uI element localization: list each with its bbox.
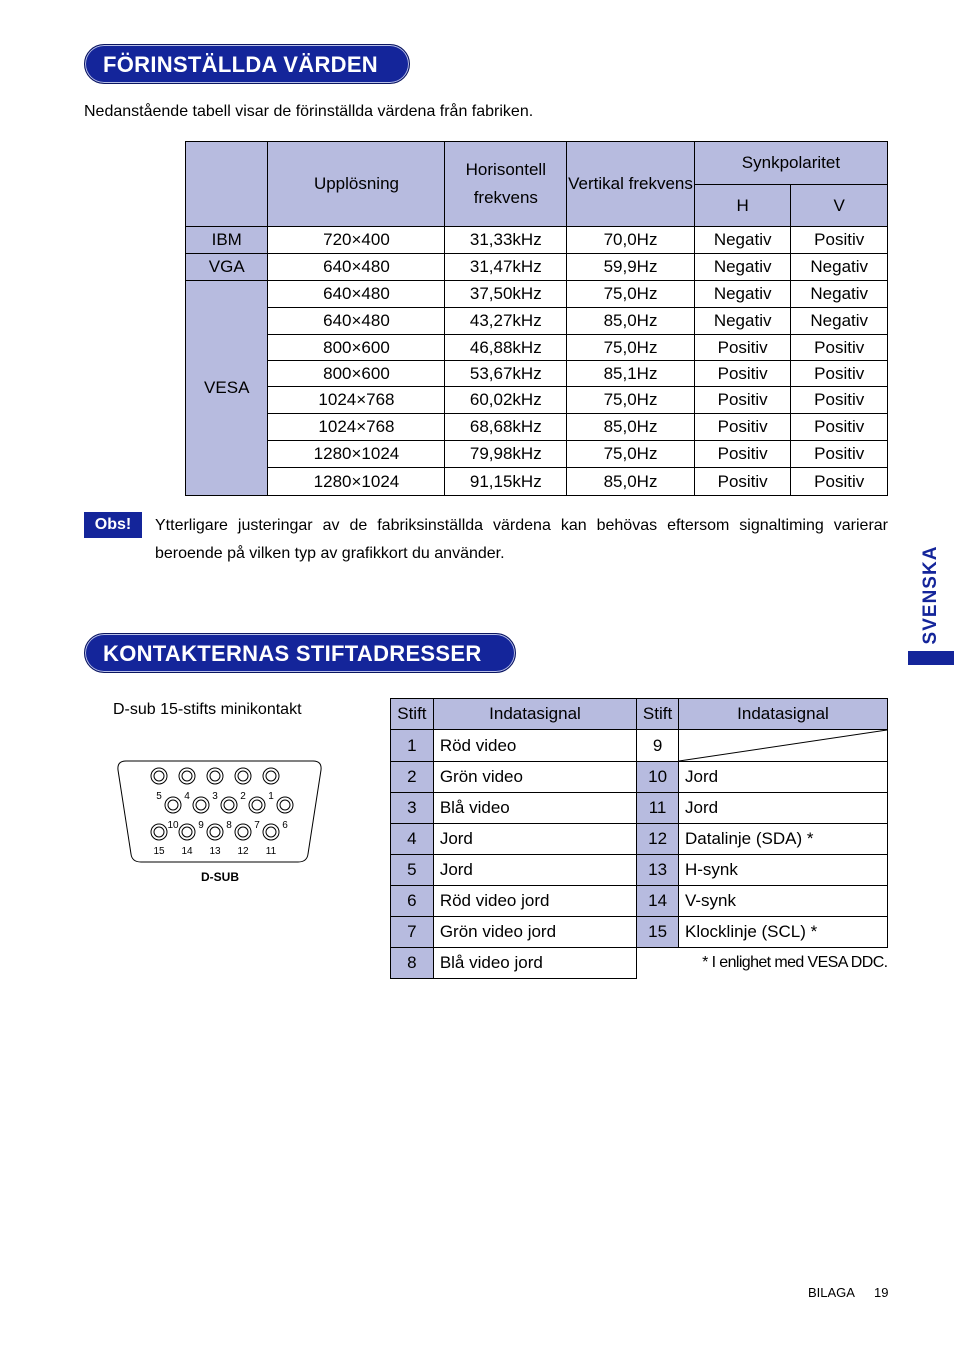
cell-resolution: 1280×1024 [268, 468, 445, 496]
cell-sync-h: Positiv [694, 335, 791, 361]
language-tab-bar [908, 651, 954, 665]
cell-vfreq: 85,0Hz [567, 308, 695, 335]
cell-sync-v: Positiv [791, 387, 888, 414]
header-signal: Indatasignal [433, 699, 636, 730]
header-mode [186, 142, 268, 227]
header-resolution: Upplösning [268, 142, 445, 227]
header-sync-polarity: Synkpolaritet [694, 142, 887, 185]
pin-number: 6 [391, 886, 434, 917]
pin-signal: Jord [433, 824, 636, 855]
cell-resolution: 1280×1024 [268, 441, 445, 468]
cell-resolution: 640×480 [268, 308, 445, 335]
pin-number: 15 [637, 917, 679, 948]
cell-hfreq: 46,88kHz [445, 335, 567, 361]
cell-sync-v: Positiv [791, 227, 888, 254]
pin-number: 8 [391, 948, 434, 979]
pin-signal: Röd video jord [433, 886, 636, 917]
cell-sync-h: Positiv [694, 414, 791, 441]
pin-number: 2 [391, 762, 434, 793]
pin-number: 12 [637, 824, 679, 855]
pin-signal: Blå video [433, 793, 636, 824]
header-pin: Stift [391, 699, 434, 730]
cell-vfreq: 75,0Hz [567, 335, 695, 361]
cell-resolution: 800×600 [268, 361, 445, 387]
pin-label: 5 [156, 791, 162, 802]
pin-signal: Grön video [433, 762, 636, 793]
pin-label: 12 [237, 846, 249, 857]
pin-number: 9 [637, 730, 679, 762]
cell-hfreq: 68,68kHz [445, 414, 567, 441]
cell-sync-v: Positiv [791, 468, 888, 496]
pin-signal-empty [678, 730, 887, 762]
pin-signal: Datalinje (SDA) * [678, 824, 887, 855]
cell-sync-h: Negativ [694, 308, 791, 335]
cell-sync-h: Positiv [694, 441, 791, 468]
pin-signal: Jord [433, 855, 636, 886]
cell-sync-v: Positiv [791, 335, 888, 361]
cell-hfreq: 43,27kHz [445, 308, 567, 335]
pin-label: 11 [265, 846, 277, 857]
pin-signal: Blå video jord [433, 948, 636, 979]
header-signal: Indatasignal [678, 699, 887, 730]
pin-number: 4 [391, 824, 434, 855]
cell-hfreq: 53,67kHz [445, 361, 567, 387]
cell-sync-v: Positiv [791, 414, 888, 441]
pin-label: 4 [184, 791, 190, 802]
cell-resolution: 720×400 [268, 227, 445, 254]
cell-sync-h: Positiv [694, 361, 791, 387]
cell-sync-h: Positiv [694, 387, 791, 414]
footnote: * I enlighet med VESA DDC. [637, 948, 888, 979]
cell-vfreq: 70,0Hz [567, 227, 695, 254]
pin-number: 3 [391, 793, 434, 824]
pin-label: 8 [226, 820, 232, 831]
pin-number: 1 [391, 730, 434, 762]
language-label: SVENSKA [920, 545, 941, 645]
cell-vfreq: 85,0Hz [567, 468, 695, 496]
pin-signal: Grön video jord [433, 917, 636, 948]
pin-label: 9 [198, 820, 204, 831]
preset-timings-table [185, 141, 888, 496]
connector-caption: D-sub 15-stifts minikontakt [113, 701, 302, 718]
pin-signal: Jord [678, 762, 887, 793]
cell-hfreq: 37,50kHz [445, 281, 567, 308]
section-title-preset-values: FÖRINSTÄLLDA VÄRDEN [84, 44, 410, 84]
dsub-connector-diagram [112, 755, 332, 890]
header-horizontal-frequency: Horisontell frekvens [445, 142, 567, 227]
pin-label: 1 [268, 791, 274, 802]
cell-resolution: 1024×768 [268, 414, 445, 441]
diagonal-strike [679, 730, 887, 761]
pin-number: 10 [637, 762, 679, 793]
pin-label: 10 [167, 820, 179, 831]
cell-vfreq: 85,1Hz [567, 361, 695, 387]
cell-sync-h: Negativ [694, 254, 791, 281]
pin-signal: Klocklinje (SCL) * [678, 917, 887, 948]
pin-number: 14 [637, 886, 679, 917]
note-text: Ytterligare justeringar av de fabriksinställda värdena kan behövas eftersom signaltiming varierar beroende på vilken typ av grafikkort du använder. [155, 517, 888, 562]
pin-signal: V-synk [678, 886, 887, 917]
note-badge: Obs! [84, 512, 142, 538]
pin-label: 3 [212, 791, 218, 802]
cell-sync-h: Negativ [694, 281, 791, 308]
header-sync-v: V [791, 185, 888, 227]
header-vertical-frequency: Vertikal frekvens [567, 142, 695, 227]
connector-label: D-SUB [201, 870, 239, 884]
cell-resolution: 1024×768 [268, 387, 445, 414]
footer-label: BILAGA [808, 1285, 855, 1300]
pin-label: 2 [240, 791, 246, 802]
section-title-pin-assignments: KONTAKTERNAS STIFTADRESSER [84, 633, 516, 673]
pin-number: 13 [637, 855, 679, 886]
pin-signal: H-synk [678, 855, 887, 886]
cell-sync-h: Positiv [694, 468, 791, 496]
cell-hfreq: 31,33kHz [445, 227, 567, 254]
cell-resolution: 800×600 [268, 335, 445, 361]
pin-number: 5 [391, 855, 434, 886]
cell-vfreq: 75,0Hz [567, 441, 695, 468]
cell-vfreq: 75,0Hz [567, 281, 695, 308]
cell-vfreq: 75,0Hz [567, 387, 695, 414]
cell-sync-v: Negativ [791, 281, 888, 308]
pin-label: 14 [181, 846, 193, 857]
pin-label: 7 [254, 820, 260, 831]
cell-sync-v: Positiv [791, 361, 888, 387]
cell-sync-v: Positiv [791, 441, 888, 468]
cell-hfreq: 79,98kHz [445, 441, 567, 468]
group-vga: VGA [186, 254, 268, 281]
pin-number: 7 [391, 917, 434, 948]
page-number: 19 [874, 1285, 889, 1300]
cell-hfreq: 31,47kHz [445, 254, 567, 281]
cell-hfreq: 60,02kHz [445, 387, 567, 414]
cell-sync-v: Negativ [791, 308, 888, 335]
pin-label: 6 [282, 820, 288, 831]
cell-sync-h: Negativ [694, 227, 791, 254]
language-side-tab [908, 535, 954, 665]
header-sync-h: H [694, 185, 791, 227]
pin-assignment-table [390, 698, 888, 979]
cell-resolution: 640×480 [268, 281, 445, 308]
pin-signal: Röd video [433, 730, 636, 762]
group-vesa: VESA [186, 281, 268, 496]
intro-text: Nedanstående tabell visar de förinställda värdena från fabriken. [84, 103, 534, 120]
pin-number: 11 [637, 793, 679, 824]
pin-signal: Jord [678, 793, 887, 824]
header-pin: Stift [637, 699, 679, 730]
pin-label: 15 [153, 846, 165, 857]
group-ibm: IBM [186, 227, 268, 254]
pin-label: 13 [209, 846, 221, 857]
cell-resolution: 640×480 [268, 254, 445, 281]
cell-sync-v: Negativ [791, 254, 888, 281]
cell-vfreq: 85,0Hz [567, 414, 695, 441]
cell-hfreq: 91,15kHz [445, 468, 567, 496]
cell-vfreq: 59,9Hz [567, 254, 695, 281]
